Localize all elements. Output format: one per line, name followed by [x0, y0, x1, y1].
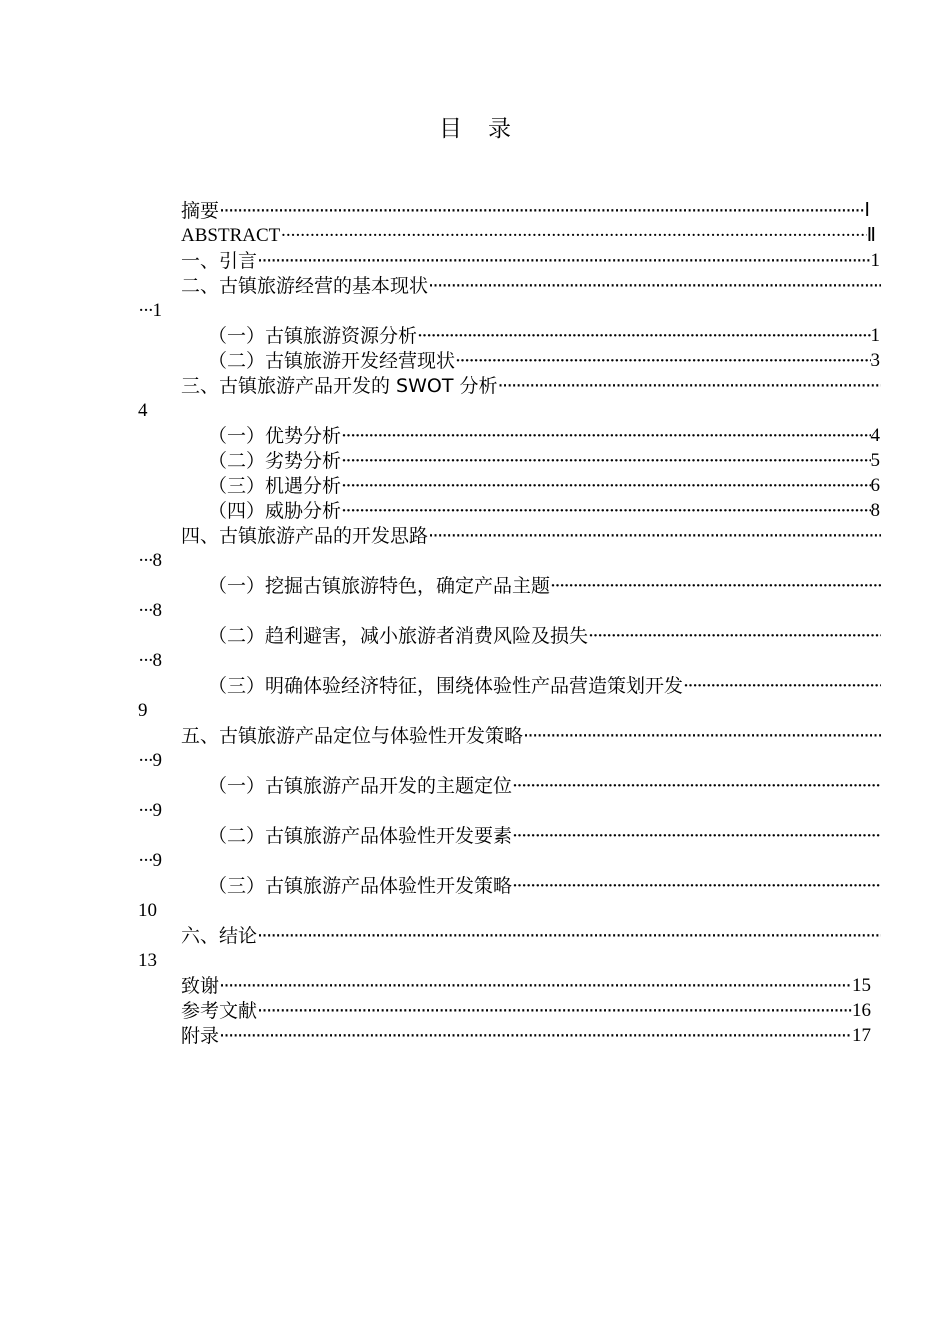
- toc-entry-section-4-1[interactable]: [208, 574, 881, 598]
- toc-entry-page: Ⅰ: [864, 200, 870, 221]
- title-char-2: 录: [488, 116, 511, 142]
- toc-entry-section-5-2-page: ···9: [138, 850, 162, 871]
- toc-entry-page: 15: [852, 975, 871, 996]
- dot-leader: [257, 924, 881, 948]
- toc-entry-page: 16: [852, 1000, 871, 1021]
- toc-entry-section-3-page: [138, 399, 148, 423]
- toc-entry-section-2-1[interactable]: [208, 324, 880, 348]
- toc-entry-section-2-2[interactable]: [208, 349, 880, 373]
- toc-entry-appendix[interactable]: [181, 1024, 871, 1048]
- toc-entry-page: 8: [870, 500, 880, 521]
- dot-leader: [341, 474, 870, 498]
- dot-leader: [257, 249, 870, 273]
- toc-entry-page: 9: [152, 750, 162, 771]
- toc-entry-section-2[interactable]: [181, 274, 881, 298]
- toc-entry-page: 9: [138, 700, 148, 721]
- toc-entry-section-4-3[interactable]: [208, 674, 881, 698]
- toc-entry-section-5-2[interactable]: [208, 824, 881, 848]
- toc-entry-section-3-2[interactable]: [208, 449, 880, 473]
- toc-entry-references[interactable]: [181, 999, 871, 1023]
- toc-entry-title: （一）优势分析: [208, 425, 342, 447]
- toc-entry-page: 9: [152, 850, 162, 871]
- dot-leader: [588, 624, 881, 648]
- toc-entry-title: （三）机遇分析: [208, 475, 342, 497]
- toc-entry-section-3-3[interactable]: [208, 474, 880, 498]
- toc-entry-title: 四、古镇旅游产品的开发思路: [181, 525, 429, 547]
- toc-entry-page: 3: [870, 350, 880, 371]
- dot-leader: [257, 999, 852, 1023]
- dot-leader: [341, 424, 870, 448]
- toc-entry-page: 1: [152, 300, 162, 321]
- dot-leader: [428, 524, 881, 548]
- dot-leader: [219, 199, 864, 223]
- toc-entry-section-4-2-page: ···8: [138, 650, 162, 671]
- toc-entry-section-1[interactable]: [181, 249, 880, 273]
- dot-leader: [417, 324, 870, 348]
- toc-entry-title: 五、古镇旅游产品定位与体验性开发策略: [181, 725, 524, 747]
- toc-entry-section-5-page: ···9: [138, 750, 162, 771]
- toc-entry-page: 17: [852, 1025, 871, 1046]
- toc-entry-page: 4: [870, 425, 880, 446]
- toc-entry-page: 5: [870, 450, 880, 471]
- toc-entry-page: 8: [152, 650, 162, 671]
- toc-entry-title: 二、古镇旅游经营的基本现状: [181, 275, 429, 297]
- toc-entry-section-4-1-page: ···8: [138, 600, 162, 621]
- toc-entry-page: 8: [152, 550, 162, 571]
- toc-entry-title: （二）古镇旅游产品体验性开发要素: [208, 825, 513, 847]
- dot-leader: [219, 1024, 852, 1048]
- toc-entry-section-4-2[interactable]: [208, 624, 881, 648]
- dot-leader: [455, 349, 870, 373]
- toc-entry-page: 1: [870, 325, 880, 346]
- toc-entry-title: （一）挖掘古镇旅游特色，确定产品主题: [208, 575, 551, 597]
- toc-entry-title: （一）古镇旅游资源分析: [208, 325, 418, 347]
- toc-entry-page: 6: [870, 475, 880, 496]
- toc-entry-title: （二）劣势分析: [208, 450, 342, 472]
- toc-entry-title: 一、引言: [181, 250, 258, 272]
- toc-entry-section-3-4[interactable]: [208, 499, 880, 523]
- toc-entry-page: 13: [138, 950, 157, 971]
- toc-entry-section-2-page: ···1: [138, 300, 162, 321]
- toc-entry-acknowledgements[interactable]: [181, 974, 871, 998]
- toc-entry-title: 参考文献: [181, 1000, 258, 1022]
- toc-entry-title: 附录: [181, 1025, 220, 1047]
- dot-leader: [219, 974, 852, 998]
- toc-entry-title: ABSTRACT: [181, 225, 281, 246]
- toc-entry-title: （四）威胁分析: [208, 500, 342, 522]
- dot-leader: [550, 574, 881, 598]
- toc-entry-title: 三、古镇旅游产品开发的 SWOT 分析: [181, 375, 498, 397]
- toc-entry-title: 六、结论: [181, 925, 258, 947]
- toc-entry-title: （一）古镇旅游产品开发的主题定位: [208, 775, 513, 797]
- toc-entry-section-5-1[interactable]: [208, 774, 881, 798]
- toc-entry-section-3-1[interactable]: [208, 424, 880, 448]
- toc-entry-section-6[interactable]: [181, 924, 881, 948]
- dot-leader: [523, 724, 881, 748]
- toc-entry-abstract-en[interactable]: [181, 224, 876, 248]
- dot-leader: [683, 674, 881, 698]
- toc-entry-page: 9: [152, 800, 162, 821]
- toc-entry-title: 摘要: [181, 200, 220, 222]
- toc-entry-section-5-3[interactable]: [208, 874, 881, 898]
- toc-entry-section-5-3-page: [138, 899, 157, 923]
- toc-entry-title: （三）古镇旅游产品体验性开发策略: [208, 875, 513, 897]
- toc-entry-section-6-page: [138, 949, 157, 973]
- toc-entry-title: （三）明确体验经济特征，围绕体验性产品营造策划开发: [208, 675, 684, 697]
- dot-leader: [498, 374, 882, 398]
- toc-entry-section-3[interactable]: [181, 374, 881, 398]
- toc-entry-title: （二）古镇旅游开发经营现状: [208, 350, 456, 372]
- toc-entry-page: 10: [138, 900, 157, 921]
- toc-entry-title: 致谢: [181, 975, 220, 997]
- dot-leader: [512, 824, 881, 848]
- dot-leader: [280, 224, 866, 248]
- page-title: [0, 110, 950, 143]
- toc-entry-page: 8: [152, 600, 162, 621]
- dot-leader: [428, 274, 881, 298]
- dot-leader: [512, 874, 881, 898]
- toc-entry-title: （二）趋利避害，减小旅游者消费风险及损失: [208, 625, 589, 647]
- title-char-1: 目: [439, 116, 462, 142]
- dot-leader: [341, 449, 870, 473]
- toc-entry-section-4[interactable]: [181, 524, 881, 548]
- toc-entry-section-4-page: ···8: [138, 550, 162, 571]
- toc-entry-section-4-3-page: [138, 699, 148, 723]
- dot-leader: [512, 774, 881, 798]
- toc-entry-page: 4: [138, 400, 148, 421]
- dot-leader: [341, 499, 870, 523]
- toc-entry-section-5-1-page: ···9: [138, 800, 162, 821]
- toc-entry-section-5[interactable]: [181, 724, 881, 748]
- toc-entry-page: Ⅱ: [866, 225, 876, 246]
- toc-entry-abstract-cn[interactable]: [181, 199, 870, 223]
- toc-entry-page: 1: [870, 250, 880, 271]
